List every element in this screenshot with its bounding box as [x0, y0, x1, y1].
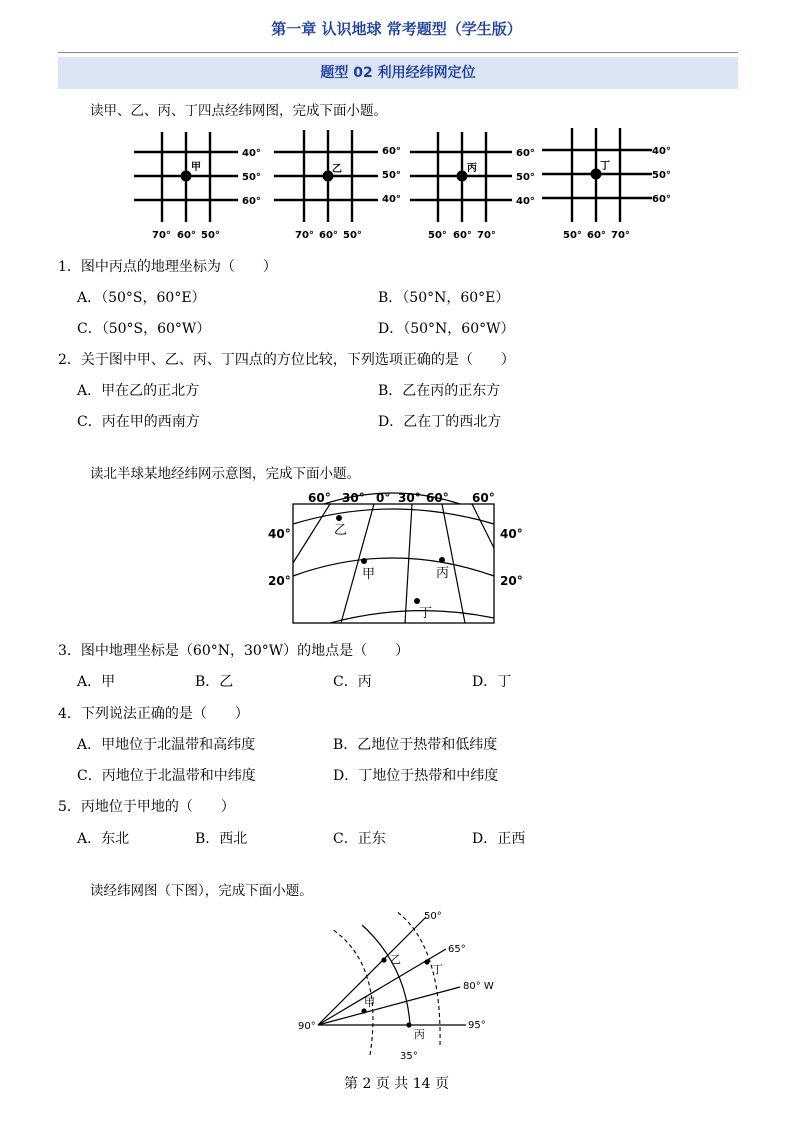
- point-bing: [457, 171, 468, 182]
- grid4-lon-label: 60°: [587, 230, 606, 241]
- point-bing-label: 丙: [436, 566, 450, 581]
- page-header-title: 第一章 认识地球 常考题型（学生版）: [271, 20, 522, 38]
- grid4-lon-label: 70°: [611, 230, 630, 241]
- label-65: 65°: [448, 944, 466, 955]
- q5-stem: 5．丙地位于甲地的（ ）: [58, 799, 235, 815]
- grid4-lat-label: 60°: [652, 194, 671, 205]
- grid1-lat-label: 60°: [242, 196, 261, 207]
- q2-option-a[interactable]: A．甲在乙的正北方: [77, 383, 200, 399]
- label-80w: 80° W: [463, 981, 494, 992]
- point-yi-label: 乙: [334, 523, 348, 538]
- point-jia-label: 甲: [364, 996, 375, 1009]
- top-lon-label: 60°: [426, 491, 449, 505]
- fan-grid-figure: [292, 905, 512, 1063]
- q5-option-b[interactable]: B．西北: [195, 831, 248, 847]
- group2-intro: 读北半球某地经纬网示意图，完成下面小题。: [90, 466, 360, 482]
- grid3-lon-label: 50°: [428, 230, 447, 241]
- right-lat-label: 20°: [500, 574, 523, 588]
- page-footer: 第 2 页 共 14 页: [344, 1076, 449, 1092]
- q4-stem: 4．下列说法正确的是（ ）: [58, 706, 249, 722]
- northern-hemisphere-grid-figure: [262, 488, 532, 630]
- grid2-lon-label: 70°: [295, 230, 314, 241]
- point-ding-label: 丁: [419, 606, 433, 621]
- q1-option-d[interactable]: D．（50°N，60°W）: [378, 321, 515, 337]
- q4-option-b[interactable]: B．乙地位于热带和低纬度: [333, 737, 498, 753]
- q1-option-c[interactable]: C．（50°S，60°W）: [77, 321, 211, 337]
- label-95: 95°: [468, 1020, 486, 1031]
- top-lon-label: 30°: [398, 491, 421, 505]
- grid2-lon-label: 50°: [343, 230, 362, 241]
- left-lat-label: 40°: [268, 527, 291, 541]
- q3-stem: 3．图中地理坐标是（60°N，30°W）的地点是（ ）: [58, 643, 410, 659]
- q5-option-d[interactable]: D．正西: [472, 831, 526, 847]
- label-35: 35°: [400, 1051, 418, 1062]
- q1-option-b[interactable]: B．（50°N，60°E）: [378, 290, 510, 306]
- q2-option-b[interactable]: B．乙在丙的正东方: [378, 383, 501, 399]
- top-lon-label: 60°: [472, 491, 495, 505]
- grid1-lon-label: 70°: [152, 230, 171, 241]
- top-lon-label: 30°: [342, 491, 365, 505]
- grid2-lat-label: 60°: [382, 146, 401, 157]
- q2-option-d[interactable]: D．乙在丁的西北方: [378, 414, 502, 430]
- point-ding-label: 丁: [432, 963, 443, 976]
- top-lon-label: 0°: [376, 491, 391, 505]
- point-jia: [361, 1008, 366, 1013]
- q3-option-b[interactable]: B．乙: [195, 674, 234, 690]
- section-title: 题型 02 利用经纬网定位: [58, 57, 738, 89]
- grid4-lat-label: 50°: [652, 170, 671, 181]
- q3-option-a[interactable]: A．甲: [77, 674, 116, 690]
- label-50: 50°: [424, 911, 442, 922]
- point-bing-label: 丙: [414, 1028, 425, 1041]
- point-yi-label: 乙: [390, 953, 401, 966]
- grid3-lon-label: 70°: [477, 230, 496, 241]
- point-ding: [424, 959, 429, 964]
- header-divider: [58, 52, 738, 53]
- grid4-point-label: 丁: [600, 161, 610, 172]
- q4-option-d[interactable]: D．丁地位于热带和中纬度: [333, 768, 499, 784]
- right-lat-label: 40°: [500, 527, 523, 541]
- q3-option-c[interactable]: C．丙: [333, 674, 372, 690]
- grid1-lat-label: 50°: [242, 172, 261, 183]
- grid1-lon-label: 50°: [201, 230, 220, 241]
- left-lat-label: 20°: [268, 574, 291, 588]
- q3-option-d[interactable]: D．丁: [472, 674, 512, 690]
- q4-option-c[interactable]: C．丙地位于北温带和中纬度: [77, 768, 256, 784]
- label-90: 90°: [298, 1021, 316, 1032]
- grid2-lat-label: 40°: [382, 194, 401, 205]
- q4-option-a[interactable]: A．甲地位于北温带和高纬度: [77, 737, 256, 753]
- grid3-point-label: 丙: [467, 163, 477, 174]
- point-jia: [361, 558, 367, 564]
- q2-stem: 2．关于图中甲、乙、丙、丁四点的方位比较，下列选项正确的是（ ）: [58, 352, 515, 368]
- grid2-lon-label: 60°: [319, 230, 338, 241]
- q1-option-a[interactable]: A．（50°S，60°E）: [77, 290, 206, 306]
- point-bing: [406, 1022, 411, 1027]
- grid4-lat-label: 40°: [652, 146, 671, 157]
- grid4-lon-label: 50°: [563, 230, 582, 241]
- grid1-lon-label: 60°: [177, 230, 196, 241]
- q5-option-a[interactable]: A．东北: [77, 831, 130, 847]
- point-bing: [439, 557, 445, 563]
- point-yi: [336, 515, 342, 521]
- grid3-lon-label: 60°: [453, 230, 472, 241]
- point-yi: [381, 957, 386, 962]
- grid1-point-label: 甲: [191, 162, 201, 173]
- point-ding: [414, 598, 420, 604]
- four-grids-figure: [120, 124, 680, 246]
- q5-option-c[interactable]: C．正东: [333, 831, 386, 847]
- q1-stem: 1．图中丙点的地理坐标为（ ）: [58, 259, 277, 275]
- grid2-lat-label: 50°: [382, 170, 401, 181]
- grid2-point-label: 乙: [332, 164, 342, 175]
- top-lon-label: 60°: [308, 491, 331, 505]
- point-jia: [181, 171, 192, 182]
- grid3-lat-label: 50°: [516, 172, 535, 183]
- grid1-lat-label: 40°: [242, 148, 261, 159]
- grid3-lat-label: 40°: [516, 196, 535, 207]
- q2-option-c[interactable]: C．丙在甲的西南方: [77, 414, 200, 430]
- group3-intro: 读经纬网图（下图），完成下面小题。: [90, 883, 313, 899]
- grid3-lat-label: 60°: [516, 148, 535, 159]
- group1-intro: 读甲、乙、丙、丁四点经纬网图，完成下面小题。: [90, 103, 387, 119]
- point-jia-label: 甲: [362, 567, 376, 582]
